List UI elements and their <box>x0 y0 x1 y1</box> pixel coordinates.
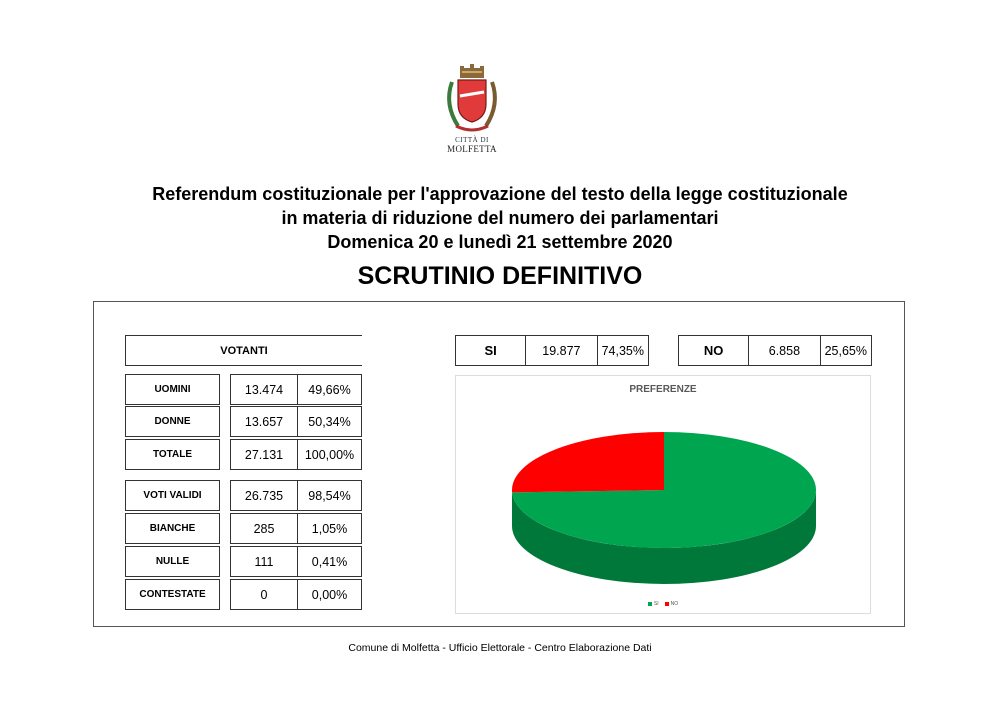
row-label-bianche: BIANCHE <box>125 513 220 544</box>
result-si-value: 19.877 <box>526 336 597 365</box>
row-value-donne: 13.657 <box>230 406 298 437</box>
document-header <box>0 182 1000 254</box>
chart-legend <box>456 601 870 607</box>
result-no-label: NO <box>679 336 749 365</box>
row-label-nulle: NULLE <box>125 546 220 577</box>
row-percent-totale: 100,00% <box>297 439 362 470</box>
logo-caption-bottom: MOLFETTA <box>447 144 497 154</box>
result-si-percent: 74,35% <box>601 343 644 358</box>
row-value-contestate: 0 <box>230 579 298 610</box>
result-no <box>678 335 872 366</box>
legend-label-si: SI <box>653 601 659 607</box>
row-percent-uomini: 49,66% <box>297 374 362 405</box>
row-value-voti-validi: 26.735 <box>230 480 298 511</box>
row-label-voti-validi: VOTI VALIDI <box>125 480 220 511</box>
preferences-chart <box>455 375 871 614</box>
pie-chart-svg <box>456 376 870 613</box>
legend-item-no <box>665 601 679 607</box>
row-value-uomini: 13.474 <box>230 374 298 405</box>
city-coat-of-arms-logo <box>440 64 504 156</box>
row-percent-donne: 50,34% <box>297 406 362 437</box>
legend-swatch-si <box>648 602 652 606</box>
header-line-3: Domenica 20 e lunedì 21 settembre 2020 <box>327 232 673 252</box>
row-label-contestate: CONTESTATE <box>125 579 220 610</box>
result-si <box>455 335 649 366</box>
header-line-2: in materia di riduzione del numero dei parlamentari <box>281 208 719 228</box>
page-title: SCRUTINIO DEFINITIVO <box>357 262 643 290</box>
result-si-label: SI <box>456 336 526 365</box>
pie-slice-no <box>512 432 664 492</box>
header-line-1: Referendum costituzionale per l'approvazione del testo della legge costituzionale <box>152 184 848 204</box>
row-percent-bianche: 1,05% <box>297 513 362 544</box>
row-value-totale: 27.131 <box>230 439 298 470</box>
chart-title: PREFERENZE <box>629 384 697 395</box>
row-percent-contestate: 0,00% <box>297 579 362 610</box>
row-percent-voti-validi: 98,54% <box>297 480 362 511</box>
row-label-uomini: UOMINI <box>125 374 220 405</box>
row-value-bianche: 285 <box>230 513 298 544</box>
row-label-donne: DONNE <box>125 406 220 437</box>
votanti-header: VOTANTI <box>125 335 362 366</box>
result-no-value: 6.858 <box>749 336 820 365</box>
row-percent-nulle: 0,41% <box>297 546 362 577</box>
legend-item-si <box>648 601 659 607</box>
legend-label-no: NO <box>670 601 679 607</box>
row-label-totale: TOTALE <box>125 439 220 470</box>
logo-caption-top: CITTÀ DI <box>455 136 489 144</box>
result-no-percent: 25,65% <box>824 343 867 358</box>
legend-swatch-no <box>665 602 669 606</box>
footer-text: Comune di Molfetta - Ufficio Elettorale - Centro Elaborazione Dati <box>348 642 652 654</box>
row-value-nulle: 111 <box>230 546 298 577</box>
